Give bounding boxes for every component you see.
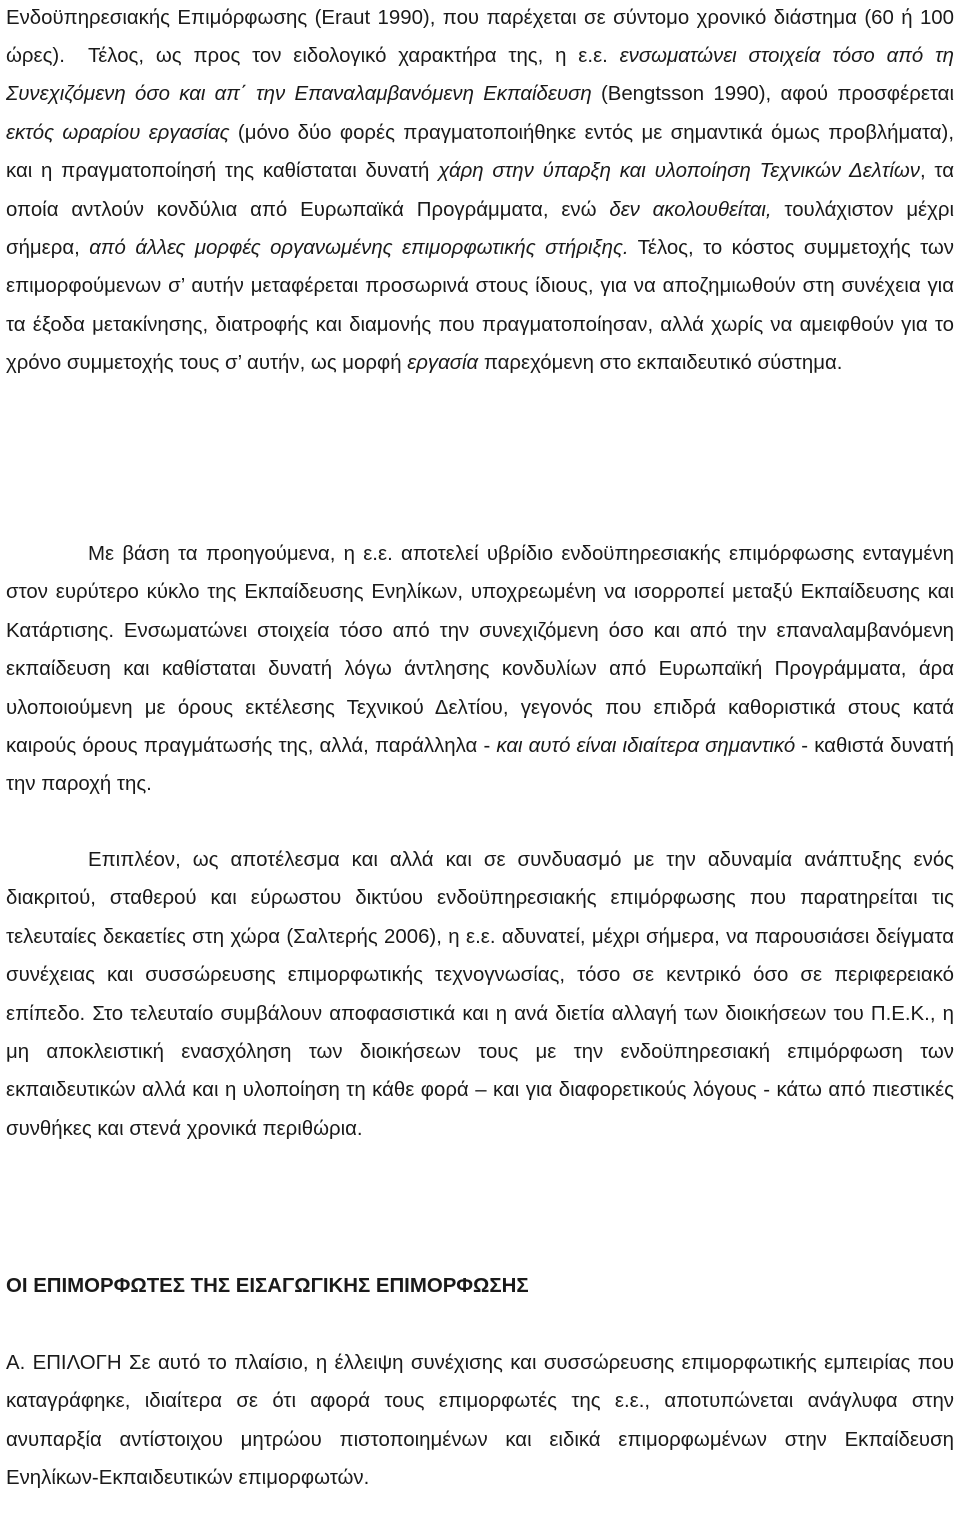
paragraph-character <box>6 37 954 383</box>
italic-run: χάρη στην ύπαρξη και υλοποίηση Τεχνικών Δελτίων <box>438 160 920 183</box>
italic-run: δεν ακολουθείται, <box>609 198 772 221</box>
italic-run: ενσωματώνει στοιχεία τόσο από τη Συνεχιζόμενη όσο και απ΄ την Επαναλαμβανόμενη Εκπαίδευση <box>6 45 954 106</box>
text-run: - καθιστά δυνατή την παροχή της. <box>6 735 954 796</box>
paragraph-intro-text: Ενδοϋπηρεσιακής Επιμόρφωσης (Eraut 1990), που παρέχεται σε σύντομο χρονικό διάστημα (60 ή 100 ώρες). <box>6 7 954 68</box>
paragraph-network-text: Επιπλέον, ως αποτέλεσμα και αλλά και σε συνδυασμό με την αδυναμία ανάπτυξης ενός διακριτού, σταθερού και εύρωστου δικτύου ενδοϋπηρεσιακής επιμόρφωσης που παρατηρείται τις τελευταίες δεκαετίες στη χώρα (Σαλτερής 2006), η ε.ε. αδυνατεί, μέχρι σήμερα, να παρουσιάσει δείγματα συνέχειας και συσσώρευσης επιμορφωτικής τεχνογνωσίας, τόσο σε κεντρικό όσο σε περιφερειακό επίπεδο. Στο τελευταίο συμβάλουν αποφασιστικά και η ανά διετία αλλαγή των διοικήσεων του Π.Ε.Κ., η μη αποκλειστική ενασχόληση των διοικήσεων τους με την ενδοϋπηρεσιακή επιμόρφωση των εκπαιδευτικών αλλά και η υλοποίηση τη κάθε φορά – και για διαφορετικούς λόγους - κάτω από πιεστικές συνθήκες και στενά χρονικά περιθώρια. <box>6 849 954 1140</box>
text-run: Τέλος, ως προς τον ειδολογικό χαρακτήρα της, η ε.ε. <box>88 45 620 67</box>
paragraph-summary <box>6 535 954 804</box>
text-run: Με βάση τα προηγούμενα, η ε.ε. αποτελεί υβρίδιο ενδοϋπηρεσιακής επιμόρφωσης ενταγμένη στον ευρύτερο κύκλο της Εκπαίδευσης Ενηλίκων, υποχρεωμένη να ισορροπεί μεταξύ Εκπαίδευσης και Κατάρτισης. Ενσωματώνει στοιχεία τόσο από την συνεχιζόμενη όσο και από την επαναλαμβανόμενη εκπαίδευση και καθίσταται δυνατή λόγω άντλησης κονδυλίων από Ευρωπαϊκή Προγράμματα, άρα υλοποιούμενη με όρους εκτέλεσης Τεχνικού Δελτίου, γεγονός που επιδρά καθοριστικά στους κατά καιρούς όρους πραγμάτωσής της, αλλά, παράλληλα - <box>6 543 954 758</box>
text-run: (μόνο δύο φορές πραγματοποιήθηκε εντός με σημαντικά όμως προβλήματα), και η πραγματοποίησή της καθίσταται δυνατή <box>6 121 955 183</box>
text-run: τουλάχιστον μέχρι σήμερα, <box>6 198 954 260</box>
paragraph-selection-text: Α. ΕΠΙΛΟΓΗ Σε αυτό το πλαίσιο, η έλλειψη συνέχισης και συσσώρευσης επιμορφωτικής εμπειρίας που καταγράφηκε, ιδιαίτερα σε ότι αφορά τους επιμορφωτές της ε.ε., αποτυπώνεται ανάγλυφα στην ανυπαρξία αντίστοιχου μητρώου πιστοποιημένων και ειδικά επιμορφωμένων στην Εκπαίδευση Ενηλίκων-Εκπαιδευτικών επιμορφωτών. <box>6 1352 954 1490</box>
text-run: Τέλος, το κόστος συμμετοχής των επιμορφούμενων σ’ αυτήν μεταφέρεται προσωρινά στους ίδιους, για να αποζημιωθούν στη συνέχεια για τα έξοδα μετακίνησης, διατροφής και διαμονής που πραγματοποίησαν, αλλά χωρίς να αμειφθούν για το χρόνο συμμετοχής τους σ’ αυτήν, ως μορφή <box>6 237 954 375</box>
section-heading: ΟΙ ΕΠΙΜΟΡΦΩΤΕΣ ΤΗΣ ΕΙΣΑΓΩΓΙΚΗΣ ΕΠΙΜΟΡΦΩΣΗΣ <box>6 1275 529 1297</box>
italic-run: από άλλες μορφές οργανωμένης επιμορφωτικής στήριξης. <box>89 237 629 260</box>
paragraph-network <box>6 841 954 1148</box>
text-run: (Bengtsson 1990), αφού προσφέρεται <box>591 83 954 106</box>
text-run: παρεχόμενη στο εκπαιδευτικό σύστημα. <box>478 352 843 375</box>
italic-run: εκτός ωραρίου εργασίας <box>6 121 230 144</box>
text-run: , τα οποία αντλούν κονδύλια από Ευρωπαϊκά Προγράμματα, ενώ <box>6 160 954 221</box>
italic-run: εργασία <box>407 352 479 375</box>
italic-run: και αυτό είναι ιδιαίτερα σημαντικό <box>496 735 796 758</box>
paragraph-selection <box>6 1344 954 1498</box>
